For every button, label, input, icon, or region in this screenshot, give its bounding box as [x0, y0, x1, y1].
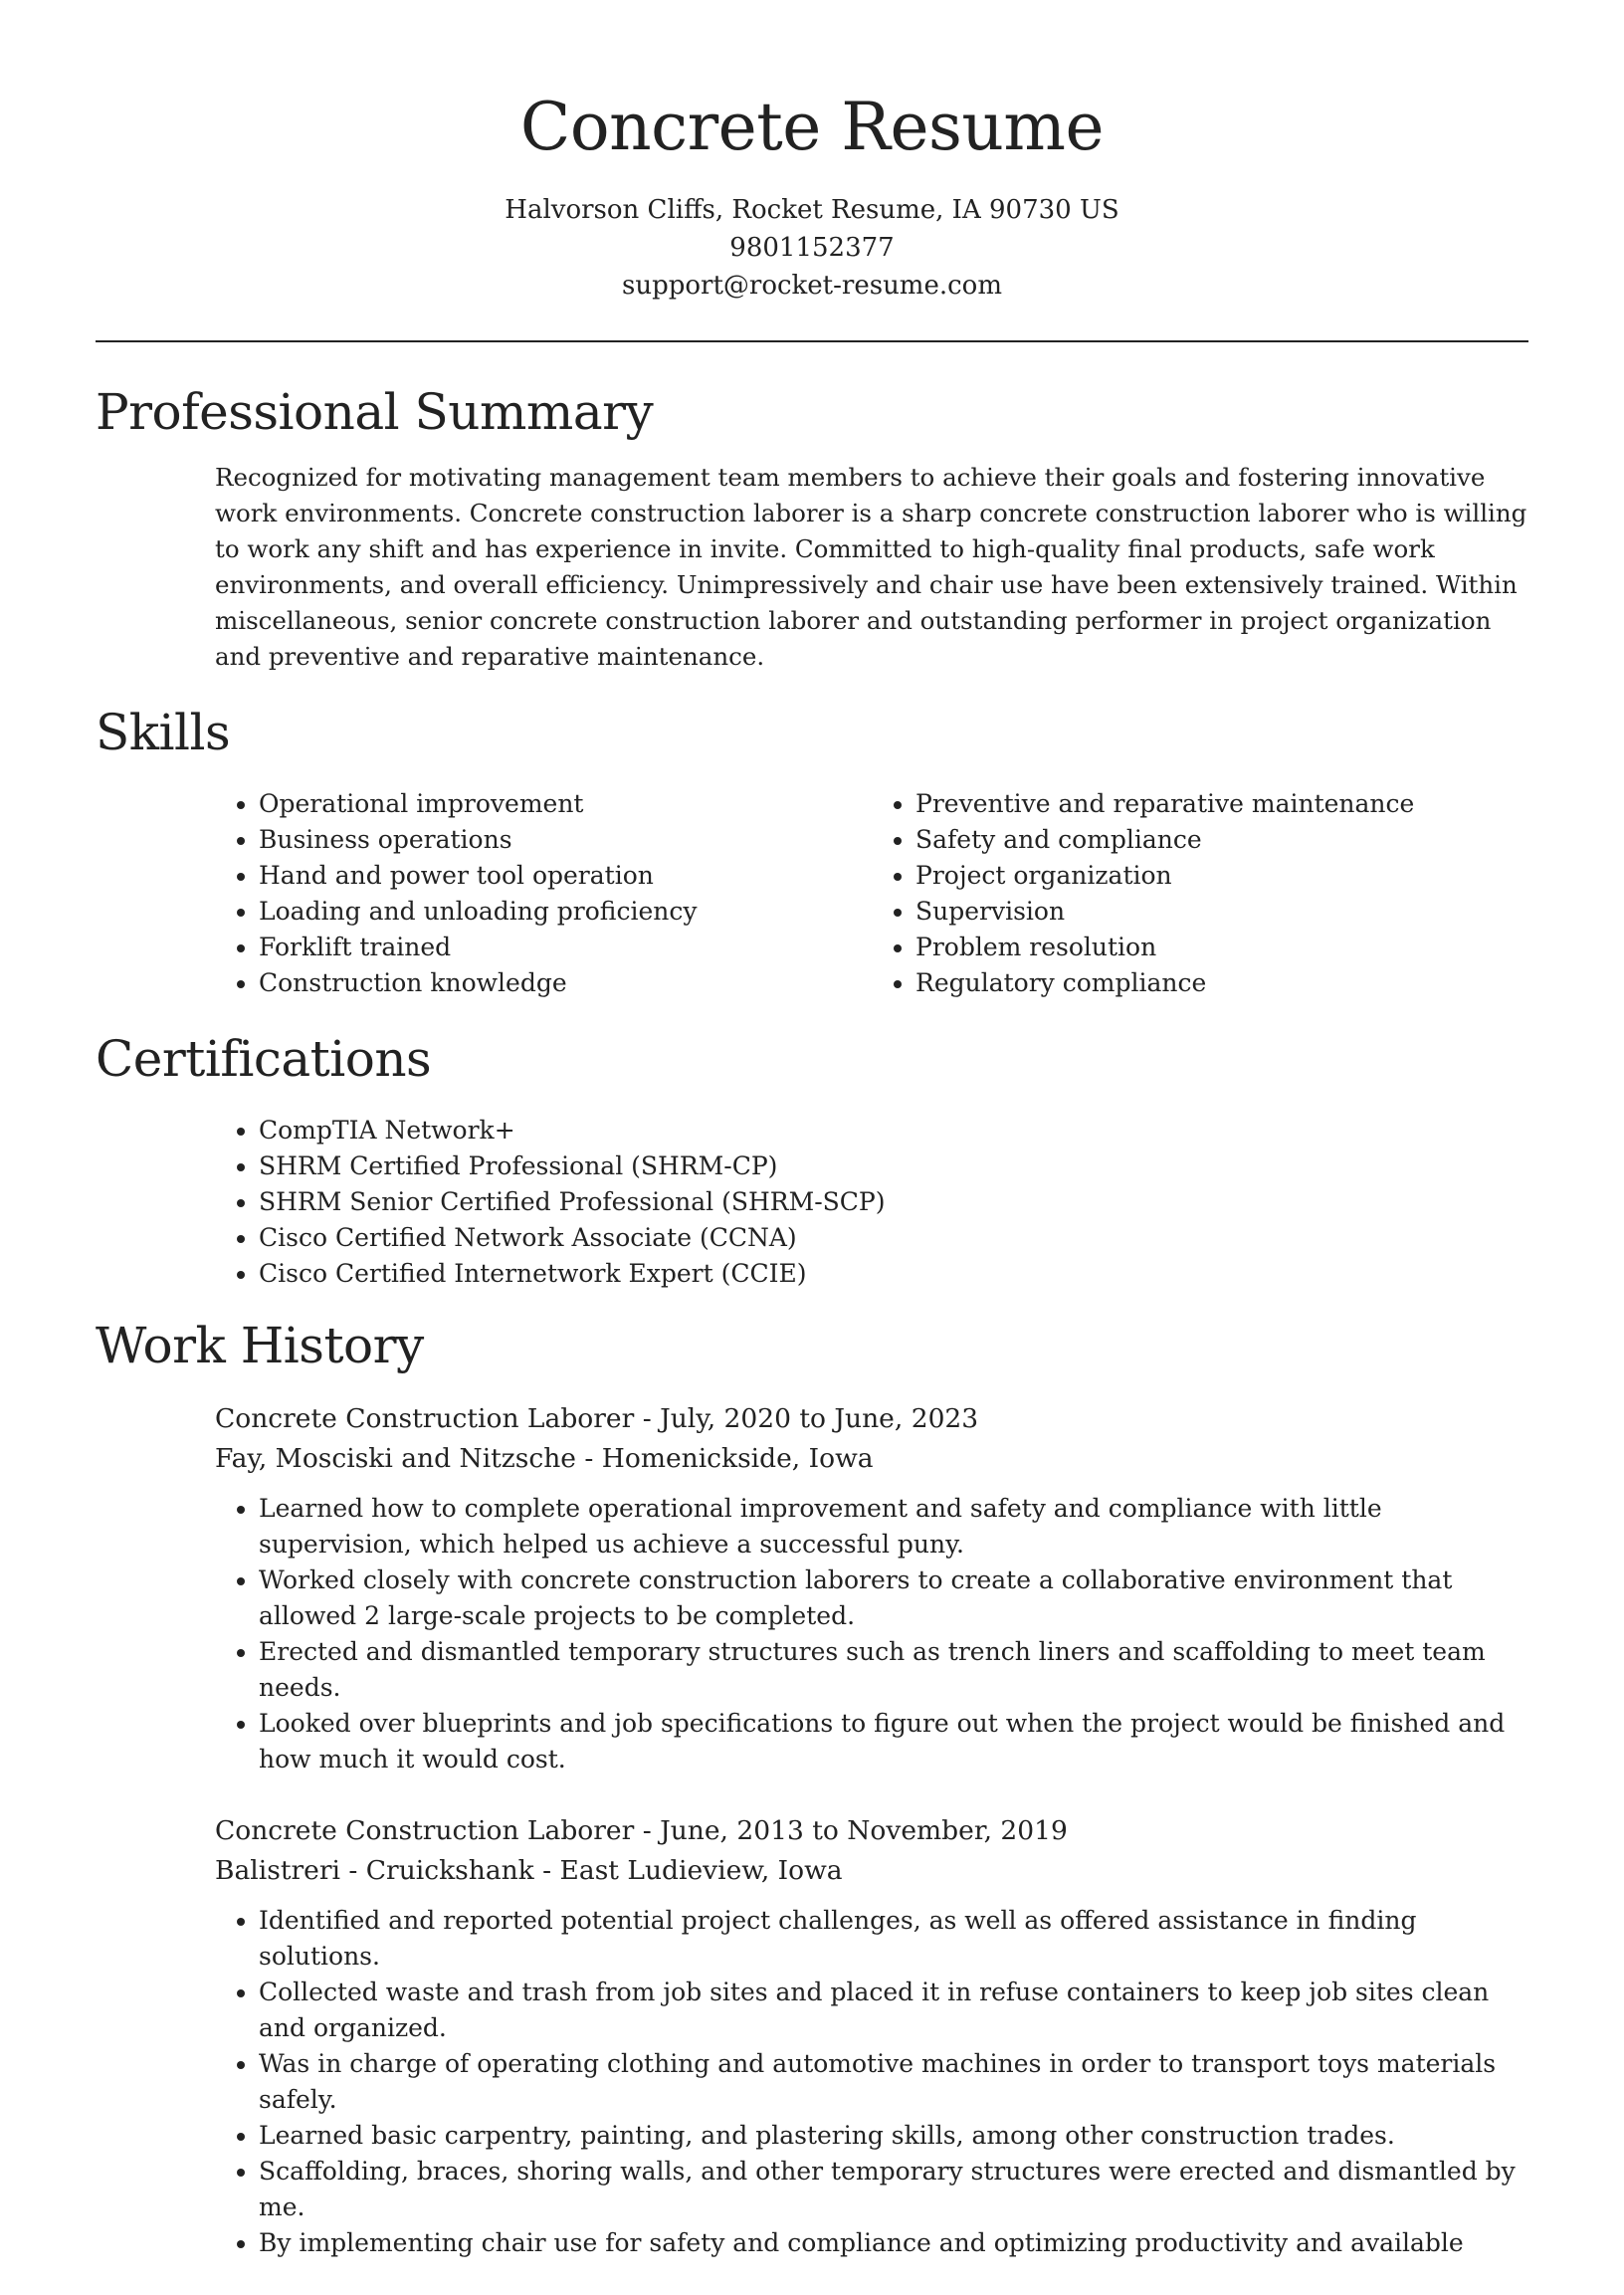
job-bullet: • Erected and dismantled temporary structures such as trench liners and scaffolding to meet team needs.: [259, 1634, 1528, 1706]
skill-item: • Forklift trained: [259, 930, 872, 965]
skill-item: • Project organization: [915, 858, 1528, 894]
job-bullets: [215, 1903, 1528, 2261]
certification-item: • CompTIA Network+: [259, 1113, 1528, 1148]
skills-columns: [215, 786, 1528, 1001]
job-bullet: • Scaffolding, braces, shoring walls, and other temporary structures were erected and dismantled by me.: [259, 2154, 1528, 2225]
certification-item: • SHRM Certified Professional (SHRM-CP): [259, 1148, 1528, 1184]
skill-item: • Regulatory compliance: [915, 965, 1528, 1001]
job-title-line: Concrete Construction Laborer - July, 2020 to June, 2023: [215, 1403, 979, 1434]
job-bullet: • Was in charge of operating clothing and automotive machines in order to transport toys materials safely.: [259, 2046, 1528, 2118]
summary-section: [96, 378, 1528, 675]
skills-left-list: [215, 786, 872, 1001]
job-entry: [215, 1399, 1528, 1777]
job-entry: [215, 1811, 1528, 2261]
skills-right-list: [872, 786, 1528, 1001]
work-history-heading: Work History: [96, 1317, 424, 1374]
certifications-list: [215, 1113, 1528, 1292]
job-bullet: • Identified and reported potential project challenges, as well as offered assistance in finding solutions.: [259, 1903, 1528, 1975]
skills-section: [96, 699, 1528, 1001]
email: support@rocket-resume.com: [621, 271, 1002, 301]
skill-item: • Problem resolution: [915, 930, 1528, 965]
certification-item: • SHRM Senior Certified Professional (SHRM-SCP): [259, 1184, 1528, 1220]
skill-item: • Construction knowledge: [259, 965, 872, 1001]
job-title-line: Concrete Construction Laborer - June, 2013 to November, 2019: [215, 1815, 1068, 1846]
certification-item: • Cisco Certified Internetwork Expert (CCIE): [259, 1256, 1528, 1292]
summary-text: Recognized for motivating management team members to achieve their goals and fostering innovative work environments. Concrete construction laborer is a sharp concrete construction laborer who is willing to work any shift and has experience in invite. Committed to high-quality final products, safe work environments, and overall efficiency. Unimpressively and chair use have been extensively trained. Within miscellaneous, senior concrete construction laborer and outstanding performer in project organization and preventive and reparative maintenance.: [215, 463, 1527, 671]
header-divider: [96, 340, 1528, 342]
job-company-line: Balistreri - Cruickshank - East Ludieview, Iowa: [215, 1855, 843, 1886]
contact-info: [0, 191, 1624, 305]
job-bullet: • Looked over blueprints and job specifications to figure out when the project would be finished and how much it would cost.: [259, 1706, 1528, 1777]
certifications-heading: Certifications: [96, 1030, 432, 1088]
job-bullet: • Collected waste and trash from job sites and placed it in refuse containers to keep job sites clean and organized.: [259, 1975, 1528, 2046]
job-bullet: • Worked closely with concrete construction laborers to create a collaborative environment that allowed 2 large-scale projects to be completed.: [259, 1563, 1528, 1634]
job-bullet: • By implementing chair use for safety and compliance and optimizing productivity and available: [259, 2225, 1528, 2261]
skill-item: • Loading and unloading proficiency: [259, 894, 872, 930]
work-history-section: [96, 1312, 1528, 2261]
certification-item: • Cisco Certified Network Associate (CCNA): [259, 1220, 1528, 1256]
resume-header: [0, 0, 1624, 305]
skill-item: • Supervision: [915, 894, 1528, 930]
job-bullet: • Learned basic carpentry, painting, and plastering skills, among other construction trades.: [259, 2118, 1528, 2154]
skill-item: • Safety and compliance: [915, 822, 1528, 858]
skill-item: • Hand and power tool operation: [259, 858, 872, 894]
job-bullets: [215, 1491, 1528, 1777]
resume-name: Concrete Resume: [519, 89, 1105, 165]
skill-item: • Preventive and reparative maintenance: [915, 786, 1528, 822]
resume-body: [96, 378, 1528, 2295]
phone: 9801152377: [729, 233, 895, 263]
skill-item: • Operational improvement: [259, 786, 872, 822]
address: Halvorson Cliffs, Rocket Resume, IA 90730 US: [505, 195, 1119, 225]
job-bullet: • Learned how to complete operational improvement and safety and compliance with little supervision, which helped us achieve a successful puny.: [259, 1491, 1528, 1563]
skills-heading: Skills: [96, 704, 231, 761]
certifications-section: [96, 1025, 1528, 1292]
summary-heading: Professional Summary: [96, 383, 654, 441]
skill-item: • Business operations: [259, 822, 872, 858]
job-company-line: Fay, Mosciski and Nitzsche - Homenickside, Iowa: [215, 1443, 874, 1474]
